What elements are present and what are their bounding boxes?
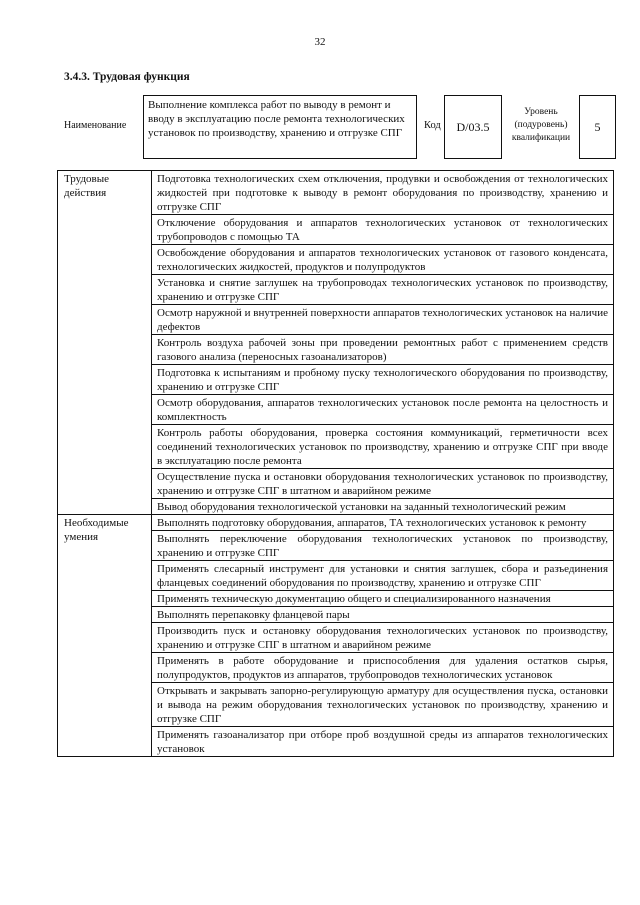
section-title: 3.4.3. Трудовая функция (64, 71, 190, 83)
required-skill-item: Выполнять переключение оборудования технологических установок по производству, хранению и отгрузке СПГ (152, 531, 614, 561)
required-skill-item: Применять слесарный инструмент для установки и снятия заглушек, сбора и разъединения фланцевых соединений оборудования по производству, хранению и отгрузке СПГ (152, 561, 614, 591)
function-header (62, 95, 616, 161)
table-row (58, 515, 614, 531)
required-skill-category: Необходимые умения (58, 515, 152, 757)
labor-action-item: Контроль воздуха рабочей зоны при проведении ремонтных работ с применением средств газового анализа (переносных газоанализаторов) (152, 335, 614, 365)
labor-action-category: Трудовые действия (58, 171, 152, 515)
labor-action-item: Освобождение оборудования и аппаратов технологических установок от газового конденсата, технологических жидкостей, продуктов и полупродуктов (152, 245, 614, 275)
required-skill-item: Применять в работе оборудование и приспособления для удаления остатков сырья, полупродуктов, продуктов из аппаратов, трубопроводов технологических установок (152, 653, 614, 683)
labor-action-item: Подготовка технологических схем отключения, продувки и освобождения от технологических жидкостей при подготовке к выводу в ремонт оборудования по производству, хранению и отгрузке СПГ (152, 171, 614, 215)
required-skill-item: Применять газоанализатор при отборе проб воздушной среды из аппаратов технологических установок (152, 727, 614, 757)
labor-action-item: Контроль работы оборудования, проверка состояния коммуникаций, герметичности всех соединений технологических установок по производству, хранению и отгрузке СПГ при вводе в эксплуатацию после ремонта (152, 425, 614, 469)
name-value: Выполнение комплекса работ по выводу в ремонт и вводу в эксплуатацию после ремонта технологических установок по производству, хранению и отгрузке СПГ (143, 95, 417, 159)
labor-action-item: Осмотр наружной и внутренней поверхности аппаратов технологических установок на наличие дефектов (152, 305, 614, 335)
level-value: 5 (579, 95, 616, 159)
required-skill-item: Выполнять подготовку оборудования, аппаратов, ТА технологических установок к ремонту (152, 515, 614, 531)
labor-action-item: Установка и снятие заглушек на трубопроводах технологических установок по производству, хранению и отгрузке СПГ (152, 275, 614, 305)
level-label: Уровень (подуровень) квалификации (511, 107, 571, 143)
labor-action-item: Подготовка к испытаниям и пробному пуску технологического оборудования по производству, хранению и отгрузке СПГ (152, 365, 614, 395)
required-skill-item: Выполнять перепаковку фланцевой пары (152, 607, 614, 623)
function-table (57, 170, 614, 757)
labor-action-item: Вывод оборудования технологической установки на заданный технологический режим (152, 499, 614, 515)
required-skill-item: Открывать и закрывать запорно-регулирующую арматуру для осуществления пуска, остановки и вывода на режим оборудования технологических установок по производству, хранению и отгрузке СПГ (152, 683, 614, 727)
labor-action-item: Осмотр оборудования, аппаратов технологических установок после ремонта на целостность и комплектность (152, 395, 614, 425)
page-number: 32 (314, 36, 326, 48)
labor-action-item: Отключение оборудования и аппаратов технологических установок от технологических трубопроводов с помощью ТА (152, 215, 614, 245)
name-label: Наименование (64, 120, 127, 131)
labor-action-item: Осуществление пуска и остановки оборудования технологических установок по производству, хранению и отгрузке СПГ в штатном и аварийном режиме (152, 469, 614, 499)
required-skill-item: Применять техническую документацию общего и специализированного назначения (152, 591, 614, 607)
code-value: D/03.5 (444, 95, 502, 159)
code-label: Код (424, 120, 441, 131)
required-skill-item: Производить пуск и остановку оборудования технологических установок по производству, хранению и отгрузке СПГ в штатном и аварийном режиме (152, 623, 614, 653)
table-row (58, 171, 614, 215)
